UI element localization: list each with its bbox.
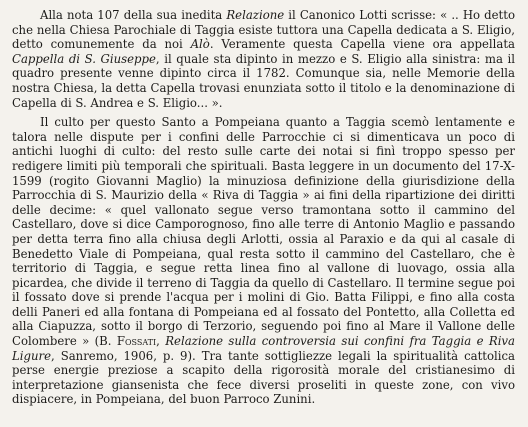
p2-text-2: , [156,334,166,349]
paragraph-lotti-note [12,8,515,110]
p1-text-2: il Canonico Lotti scrisse: « .. Ho detto che nella Chiesa Parochiale di Taggia esiste tuttora una Capella dedicata a S. Eligio, detto comunemente da noi [12,8,515,52]
paragraph-culto-pompeiana [12,115,515,407]
p1-name-alo: Alò [190,37,210,52]
p1-text-4: , il quale sta dipinto in mezzo e S. Eligio alla sinistra: ma il quadro presente venne dipinto circa il 1782. Comunque sia, nelle Memorie della nostra Chiesa, la detta Capella trovasi enunziata sotto il titolo e la denominazione di Capella di S. Andrea e S. Eligio... ». [12,51,515,110]
body-text [12,8,515,407]
p1-text-1: Alla nota 107 della sua inedita [40,8,227,22]
p1-chapel-name: Cappella di S. Giuseppe [12,51,156,66]
p2-work-title: Relazione sulla controversia sui confini fra Taggia e Riva Ligure [12,334,515,363]
p2-author-fossati: Fossati [116,334,157,349]
p1-title-relazione: Relazione [226,8,285,22]
p1-text-3: . Veramente questa Capella viene ora appellata [209,37,515,52]
p2-text-3: , Sanremo, 1906, p. 9). Tra tante sottigliezze legali la spiritualità cattolica perse energie preziose a scapito della rigorosità morale del cristianesimo di interpretazione giansenista che fece diversi proseliti in queste zone, con vivo dispiacere, in Pompeiana, del buon Parroco Zunini. [12,348,515,407]
p2-text-1: Il culto per questo Santo a Pompeiana quanto a Taggia scemò lentamente e talora nelle dispute per i confini delle Parrocchie ci si dimenticava un poco di antichi luoghi di culto: del resto sulle carte dei notai si finì troppo spesso per redigere limiti più temporali che spirituali. Basta leggere in un documento del 17-X-1599 (rogito Giovanni Maglio) la minuziosa definizione della giurisdizione della Parrocchia di S. Maurizio della « Riva di Taggia » ai fini della ripartizione dei diritti delle decime: « quel vallonato segue verso tramontana sotto il cammino del Castellaro, dove si dice Camporognoso, fino alle terre di Antonio Maglio e passando per detta terra fino alla chiusa degli Arlotti, ossia al Paraxio e da qui al casale di Benedetto Viale di Pompeiana, qual resta sotto il cammino del Castellaro, che è territorio di Taggia, e segue retta linea fino al vallone di luovago, ossia alla picardea, che divide il terreno di Taggia da quello di Castellaro. Il termine segue poi il fossato dove si prende l'acqua per i molini di Gio. Batta Filippi, e fino alla costa delli Paneri ed alla fontana di Pompeiana ed al fossato del Pontetto, alla Colletta ed alla Ciapuzza, sotto il borgo di Terzorio, seguendo poi fino al Mare il Vallone delle Colombere » (B. [12,115,515,349]
